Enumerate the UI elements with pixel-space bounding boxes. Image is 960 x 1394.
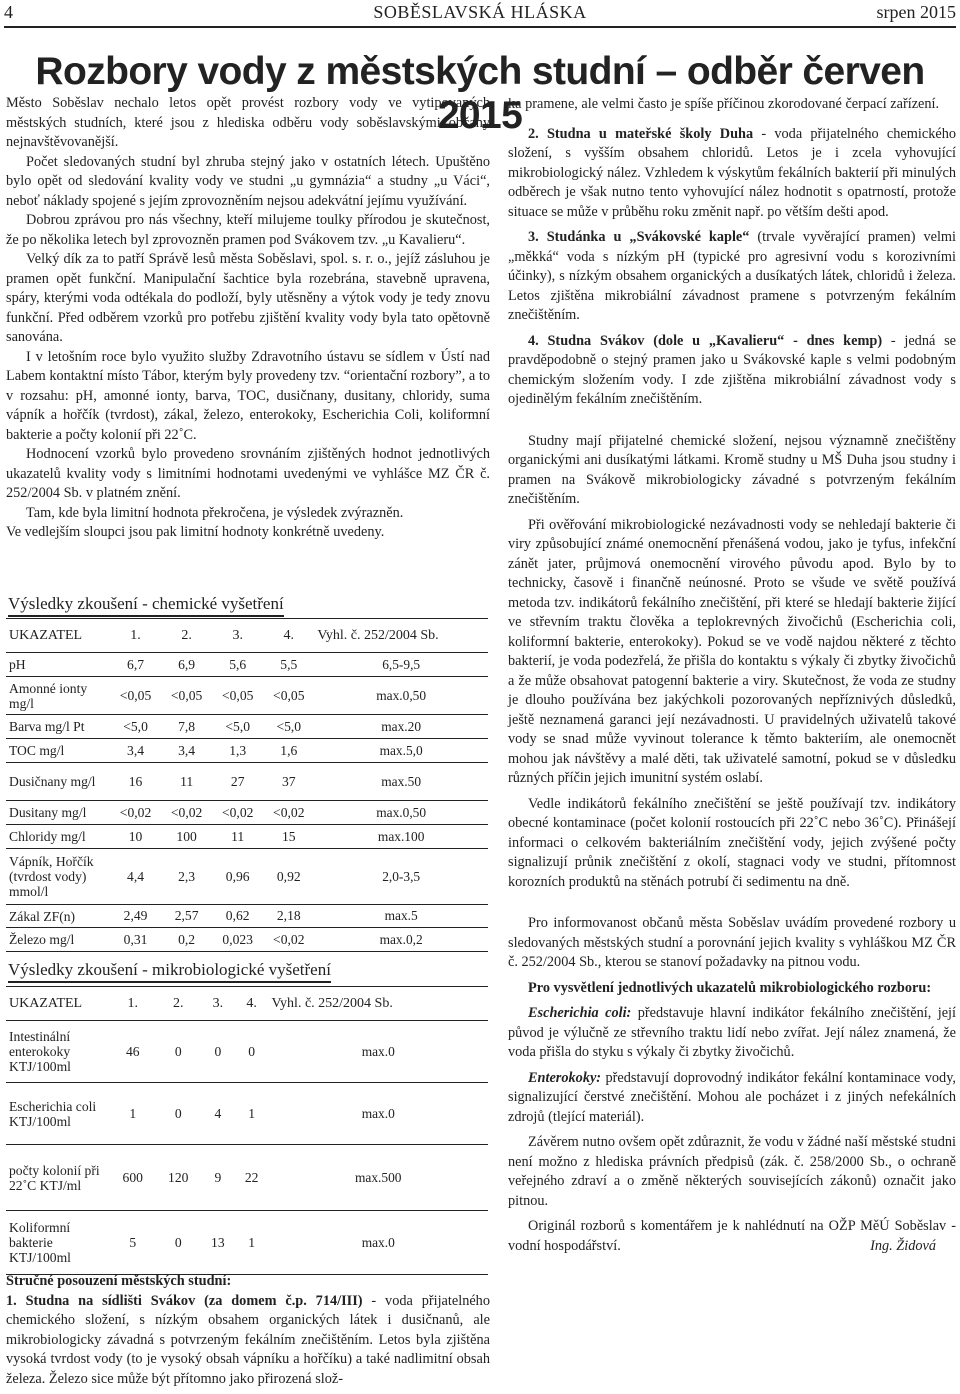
- row-label: Amonné ionty mg/l: [6, 677, 110, 715]
- table-cell: max.0: [269, 1083, 489, 1145]
- right-column: [508, 95, 956, 1256]
- row-label: Zákal ZF(n): [6, 905, 110, 928]
- masthead: SOBĚSLAVSKÁ HLÁSKA: [373, 2, 587, 22]
- row-label: Železo mg/l: [6, 928, 110, 952]
- page-header: [4, 0, 956, 28]
- row-label: TOC mg/l: [6, 739, 110, 763]
- table-cell: <0,05: [263, 677, 314, 715]
- table-cell: 1,3: [212, 739, 263, 763]
- table-header-cell: 1.: [110, 987, 155, 1021]
- paragraph: Originál rozborů s komentářem je k nahlédnutí na OŽP MěÚ Soběslav - vodní hospodářství. Ing. Židová: [508, 1217, 956, 1256]
- paragraph: Velký dík za to patří Správě lesů města Soběslavi, spol. s. r. o., jejíž zásluhou je pramen opět funkční. Manipulační šachtice byla rozebrána, stavebně upravena, spáry, kterými voda odtékala do podloží, byly utěsněny a výtok vody je tedy znovu funkční. Před odběrem vzorků pro potřebu zjištění kvality vody byla tato opětovně sanována.: [6, 251, 490, 345]
- table-cell: 2,18: [263, 905, 314, 928]
- paragraph: Hodnocení vzorků bylo provedeno srovnáním zjištěných hodnot jednotlivých ukazatelů kvality vody s limitními hodnotami uvedenými ve vyhlášce MZ ČR č. 252/2004 Sb. v platném znění.: [6, 446, 490, 501]
- table-row: [6, 739, 488, 763]
- table-cell: 2,3: [161, 849, 212, 905]
- table-row: [6, 715, 488, 739]
- table-cell: 6,9: [161, 653, 212, 677]
- paragraph: Vedle indikátorů fekálního znečištění se ještě používají tzv. indikátory obecné kontaminace (počet kolonií rostoucích při 22˚C nebo 36˚C). Přinášejí informaci o celkovém bakteriálním znečištění vody, jejich zvýšené počty signalizují průnik znečištění z okolí, stagnaci vody ve studni, přítomnost korozních produktů na stěnách potrubí či sedimentu na dně.: [508, 795, 956, 890]
- table-cell: 0,96: [212, 849, 263, 905]
- table-cell: 0,2: [161, 928, 212, 952]
- table-row: [6, 763, 488, 801]
- micro-table-title: Výsledky zkoušení - mikrobiologické vyšetření: [8, 960, 331, 983]
- table-cell: 5,6: [212, 653, 263, 677]
- signature: Ing. Židová: [870, 1237, 936, 1254]
- row-label: Barva mg/l Pt: [6, 715, 110, 739]
- table-header-cell: 1.: [110, 619, 161, 653]
- table-cell: <0,05: [212, 677, 263, 715]
- row-label: Koliformní bakterie KTJ/100ml: [6, 1211, 110, 1275]
- well-1-summary: 1. Studna na sídlišti Svákov (za domem č.p. 714/III) - voda přijatelného chemického složení, s nízkým obsahem organických látek i dusičnanů, ale mikrobiologicky závadná s potvrzeným fekálním znečištěním. Letos byla zjištěna vysoká tvrdost vody (to je vysoký obsah vápníku a hořčíku) a také nadlimitní obsah železa. Železo sice může být přítomno jako přirozená slož-: [6, 1292, 490, 1387]
- table-cell: max.0: [269, 1211, 489, 1275]
- table-cell: 0,023: [212, 928, 263, 952]
- page-number: 4: [4, 2, 13, 22]
- table-cell: max.5: [314, 905, 488, 928]
- table-header-cell: Vyhl. č. 252/2004 Sb.: [269, 987, 489, 1021]
- row-label: pH: [6, 653, 110, 677]
- table-cell: 37: [263, 763, 314, 801]
- summary-section: [6, 1272, 490, 1389]
- paragraph: ka pramene, ale velmi často je spíše příčinou zkorodované čerpací zařízení.: [508, 96, 940, 112]
- paragraph: Při ověřování mikrobiologické nezávadnosti vody se nehledají bakterie či viry způsobující známé onemocnění přenášená vodou, jako je tyfus, infekční zánět jater, průjmová onemocnění virového původu apod. Bylo by to technicky, časově i finančně neúnosné. Proto se všude ve světě používá metoda tzv. indikátorů fekálního znečištění, při které se hledají bakterie žijící ve střevním traktu člověka a teplokrevných živočichů (Escherichia coli, koliformní bakterie, enterokoky). Pokud se ve vodě najdou některé z těchto bakterií, je voda podezřelá, že přišla do kontaktu s výkaly či zbytky živočichů a že může obsahovat patogenní bakterie a viry. Skutečnost, že voda ze studny je dlouho používána bez jakýchkoli pozorovaných nepříznivých důsledků, ještě neznamená garanci její nezávadnosti. U pravidelných uživatelů takové vody se snad může vyvinout tolerance k těmto bakteriím, ale onemocnět mohou jak návštěvy a malé děti, tak uživatelé samotní, pokud se v důsledku různých příčin jejich imunitní systém oslabí.: [508, 516, 956, 786]
- table-cell: <5,0: [110, 715, 161, 739]
- paragraph: Dobrou zprávou pro nás všechny, kteří milujeme toulky přírodou je skutečnost, že po několika letech byl zprovozněn pramen pod Svákovem tzv. „u Kavalieru“.: [6, 212, 490, 248]
- table-cell: <5,0: [263, 715, 314, 739]
- chem-results-table: [6, 618, 488, 952]
- table-cell: 3,4: [161, 739, 212, 763]
- table-header-row: [6, 987, 488, 1021]
- table-cell: 15: [263, 825, 314, 849]
- table-cell: 2,49: [110, 905, 161, 928]
- table-cell: 1: [110, 1083, 155, 1145]
- table-cell: 0: [235, 1021, 269, 1083]
- row-label: Dusičnany mg/l: [6, 763, 110, 801]
- row-label: Intestinální enterokoky KTJ/100ml: [6, 1021, 110, 1083]
- well-2-summary: 2. Studna u mateřské školy Duha - voda přijatelného chemického složení, s vyšším obsahem chloridů. Letos je i zcela vyhovující mikrobiologický nález. Vzhledem k výskytům fekálních bakterií při minulých odběrech je však nutno tento vyhovující nález hodnotit s opatrností, protože situace se může v průběhu roku změnit např. po větším dešti apod.: [508, 125, 956, 220]
- table-header-cell: 4.: [235, 987, 269, 1021]
- table-row: [6, 1083, 488, 1145]
- table-header-cell: UKAZATEL: [6, 619, 110, 653]
- table-header-cell: 4.: [263, 619, 314, 653]
- table-cell: max.0,2: [314, 928, 488, 952]
- table-cell: max.20: [314, 715, 488, 739]
- paragraph: Závěrem nutno ovšem opět zdůraznit, že vodu v žádné naší městské studni není možno z hlediska právních předpisů (zák. č. 258/2000 Sb., o ochraně veřejného zdraví a o změně některých souvisejících zákonů) označit jako pitnou.: [508, 1134, 956, 1209]
- table-cell: 7,8: [161, 715, 212, 739]
- table-cell: 120: [155, 1145, 200, 1211]
- table-row: [6, 801, 488, 825]
- well-3-summary: 3. Studánka u „Svákovské kaple“ (trvale vyvěrající pramen) velmi „měkká“ voda s nízkým pH (typické pro agresivní vodu s korozivními účinky), s nízkým obsahem organických a dusíkatých látek, chloridů i železa. Letos zjištěna mikrobiální závadnost pramene s potvrzeným fekálním znečištěním.: [508, 229, 957, 323]
- article-title: Rozbory vody z městských studní – odběr červen 2015: [35, 50, 925, 137]
- row-label: Vápník, Hořčík (tvrdost vody) mmol/l: [6, 849, 110, 905]
- table-cell: 0: [201, 1021, 235, 1083]
- table-cell: 0: [155, 1083, 200, 1145]
- table-cell: 0,31: [110, 928, 161, 952]
- paragraph: Ve vedlejším sloupci jsou pak limitní hodnoty konkrétně uvedeny.: [6, 524, 385, 540]
- paragraph: Město Soběslav nechalo letos opět provést rozbory vody ve vytipovaných městských studních, které jsou z hlediska odběru vody soběslavskými občany nejnavštěvovanější.: [6, 95, 490, 150]
- table-cell: max.0,50: [314, 677, 488, 715]
- table-cell: 11: [161, 763, 212, 801]
- table-cell: 0,62: [212, 905, 263, 928]
- row-label: Dusitany mg/l: [6, 801, 110, 825]
- well-4-summary: 4. Studna Svákov (dole u „Kavalieru“ - dnes kemp) - jedná se pravděpodobně o stejný pramen jako u Svákovské kaple s velmi podobným chemickým složením vody. I zde zjištěna mikrobiální závadnost vody s ojedinělým fekálním znečištěním.: [508, 332, 956, 407]
- table-cell: 27: [212, 763, 263, 801]
- table-cell: 0,92: [263, 849, 314, 905]
- table-header-cell: 2.: [161, 619, 212, 653]
- table-cell: 13: [201, 1211, 235, 1275]
- table-row: [6, 1145, 488, 1211]
- paragraph: Počet sledovaných studní byl zhruba stejný jako v ostatních létech. Upuštěno bylo opět od sledování kvality vody ve studni „u gymnázia“ a studny „u Váci“, neboť náklady spojené s jejím zprovozněním nejsou adekvátní jejímu využívání.: [6, 153, 490, 209]
- table-cell: 4,4: [110, 849, 161, 905]
- paragraph: Enterokoky: představují doprovodný indikátor fekální kontaminace vody, signalizující čerstvé znečištění. Mohou ale pocházet i z jiných nefekálních zdrojů (tlející materiál).: [508, 1069, 956, 1125]
- paragraph: Pro vysvětlení jednotlivých ukazatelů mikrobiologického rozboru:: [528, 979, 932, 996]
- table-cell: max.500: [269, 1145, 489, 1211]
- table-row: [6, 677, 488, 715]
- table-cell: 6,5-9,5: [314, 653, 488, 677]
- paragraph: I v letošním roce bylo využito služby Zdravotního ústavu se sídlem v Ústí nad Labem kontaktní místo Tábor, kterým byly provedeny tzv. “orientační rozbory”, a to v rozsahu: pH, amonné ionty, barva, TOC, dusičnany, dusitany, chloridy, suma vápník a hořčík (tvrdost), zákal, železo, enterokoky, Escherichia Coli, koliformní bakterie a počty kolonií při 22˚C.: [6, 348, 490, 443]
- table-cell: <0,02: [161, 801, 212, 825]
- paragraph: Tam, kde byla limitní hodnota překročena, je výsledek zvýrazněn.: [26, 504, 404, 521]
- table-cell: 46: [110, 1021, 155, 1083]
- table-cell: <0,02: [110, 801, 161, 825]
- row-label: počty kolonií při 22˚C KTJ/ml: [6, 1145, 110, 1211]
- table-cell: max.50: [314, 763, 488, 801]
- table-cell: 22: [235, 1145, 269, 1211]
- table-cell: <0,05: [110, 677, 161, 715]
- table-row: [6, 1021, 488, 1083]
- paragraph: Studny mají přijatelné chemické složení, nejsou významně znečištěny organickými ani dusíkatými látkami. Kromě studny u MŠ Duha jsou studny i pramen na Svákově mikrobiologicky závadné s potvrzeným fekálním znečištěním.: [508, 432, 956, 507]
- table-header-cell: 3.: [201, 987, 235, 1021]
- table-cell: 0: [155, 1211, 200, 1275]
- table-cell: 6,7: [110, 653, 161, 677]
- table-cell: 10: [110, 825, 161, 849]
- table-cell: <0,02: [263, 928, 314, 952]
- table-cell: max.100: [314, 825, 488, 849]
- table-cell: 16: [110, 763, 161, 801]
- issue-date: srpen 2015: [876, 2, 956, 22]
- table-cell: 1: [235, 1083, 269, 1145]
- table-cell: 4: [201, 1083, 235, 1145]
- table-cell: max.0: [269, 1021, 489, 1083]
- table-cell: <0,05: [161, 677, 212, 715]
- table-header-row: [6, 619, 488, 653]
- table-cell: 0: [155, 1021, 200, 1083]
- table-row: [6, 1211, 488, 1275]
- row-label: Escherichia coli KTJ/100ml: [6, 1083, 110, 1145]
- table-cell: 600: [110, 1145, 155, 1211]
- paragraph: Pro informovanost občanů města Soběslav uvádím provedené rozbory u sledovaných městských studní a porovnání jejich kvality s vyhláškou MZ ČR č. 252/2004 Sb., kterou se stanoví požadavky na pitnou vodu.: [508, 915, 956, 970]
- table-cell: 100: [161, 825, 212, 849]
- table-cell: 3,4: [110, 739, 161, 763]
- left-column: [6, 94, 490, 543]
- table-cell: 2,0-3,5: [314, 849, 488, 905]
- table-header-cell: 3.: [212, 619, 263, 653]
- table-cell: 1: [235, 1211, 269, 1275]
- table-row: [6, 653, 488, 677]
- table-cell: 2,57: [161, 905, 212, 928]
- table-cell: 11: [212, 825, 263, 849]
- paragraph: Escherichia coli: představuje hlavní indikátor fekálního znečištění, její původ je výlučně ze střevního traktu lidí nebo zvířat. Její nález znamená, že voda přišla do styku s výkaly či zbytky živočichů.: [508, 1005, 956, 1060]
- table-header-cell: UKAZATEL: [6, 987, 110, 1021]
- table-row: [6, 849, 488, 905]
- table-cell: <0,02: [212, 801, 263, 825]
- row-label: Chloridy mg/l: [6, 825, 110, 849]
- summary-heading: Stručné posouzení městských studní:: [6, 1273, 232, 1289]
- table-cell: <5,0: [212, 715, 263, 739]
- table-cell: max.0,50: [314, 801, 488, 825]
- table-cell: 1,6: [263, 739, 314, 763]
- table-header-cell: Vyhl. č. 252/2004 Sb.: [314, 619, 488, 653]
- table-cell: <0,02: [263, 801, 314, 825]
- table-row: [6, 905, 488, 928]
- micro-results-table: [6, 986, 488, 1275]
- table-cell: 9: [201, 1145, 235, 1211]
- table-cell: 5: [110, 1211, 155, 1275]
- table-cell: max.5,0: [314, 739, 488, 763]
- table-row: [6, 825, 488, 849]
- table-header-cell: 2.: [155, 987, 200, 1021]
- chem-table-title: Výsledky zkoušení - chemické vyšetření: [8, 594, 284, 617]
- table-row: [6, 928, 488, 952]
- table-cell: 5,5: [263, 653, 314, 677]
